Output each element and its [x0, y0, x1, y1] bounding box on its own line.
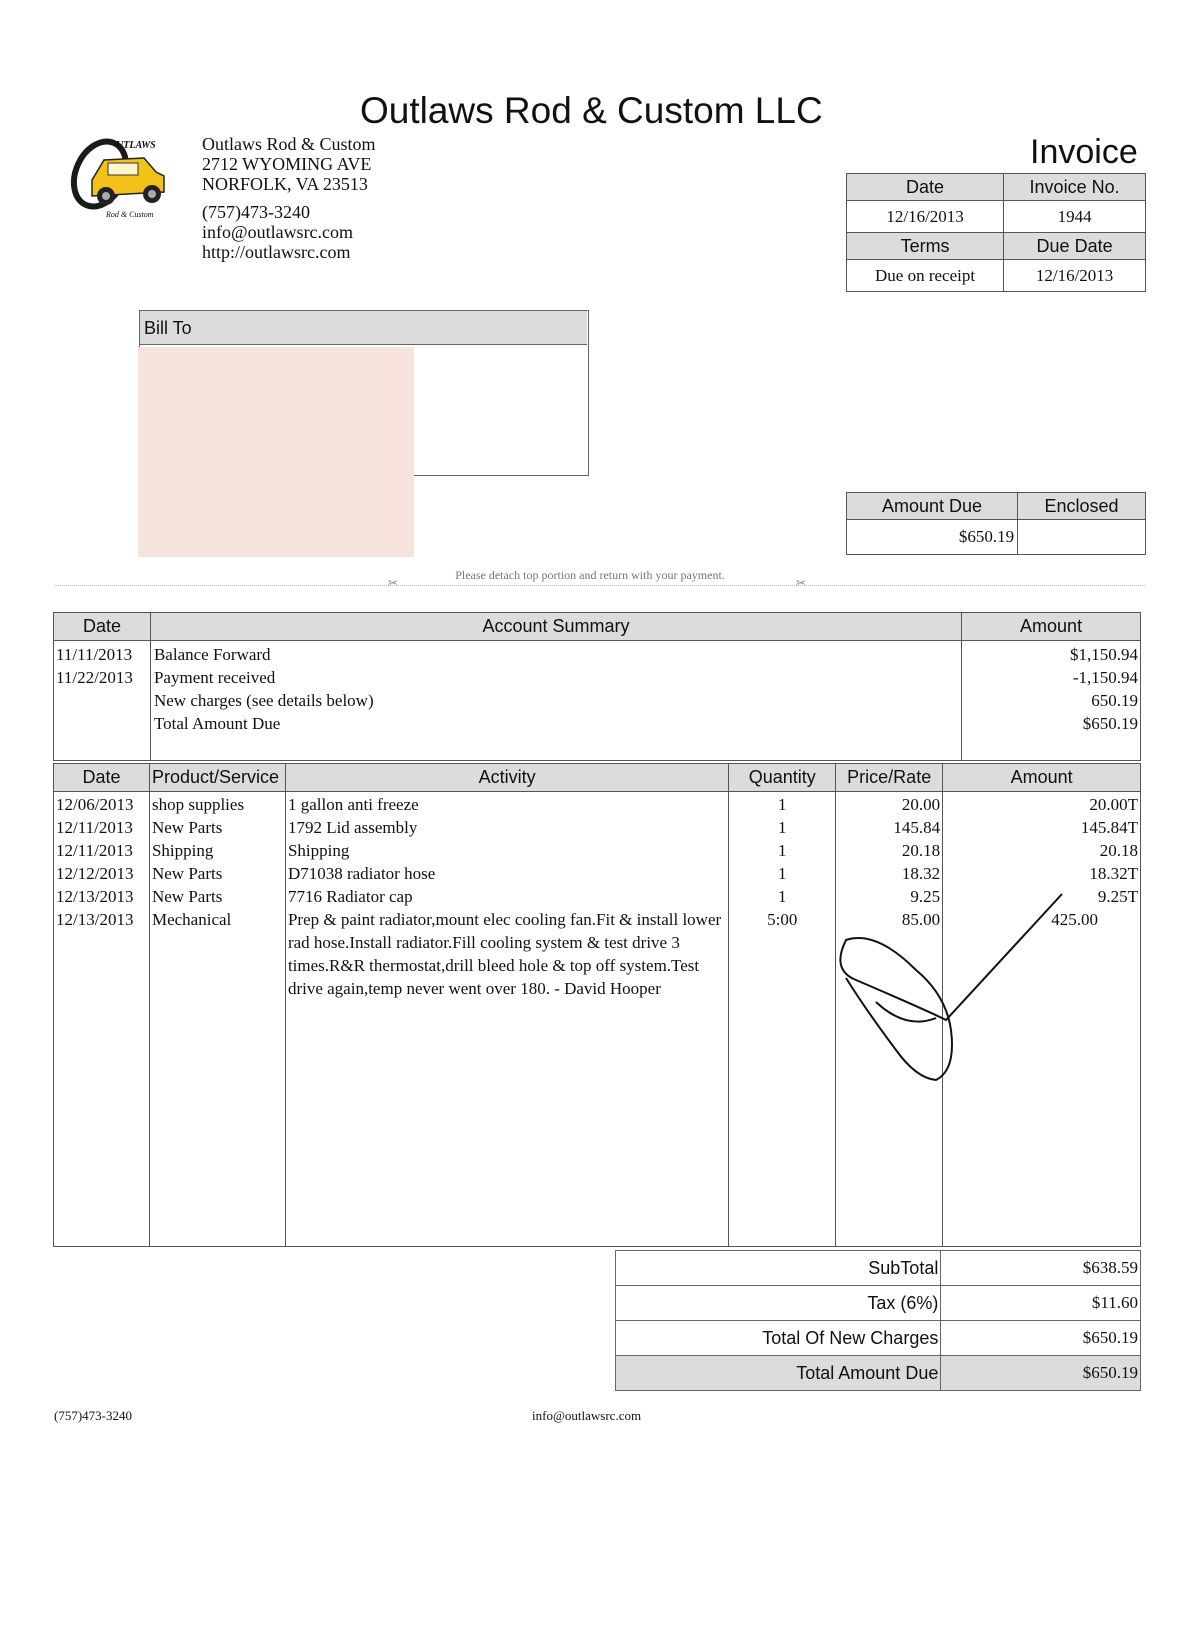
summary-amount-col: [962, 641, 1141, 761]
summary-amount: -1,150.94: [1072, 668, 1138, 687]
summary-amount: 650.19: [1091, 691, 1138, 710]
due-date-label: Due Date: [1004, 233, 1146, 260]
items-date-col: [54, 792, 150, 1247]
subtotal-label: SubTotal: [616, 1251, 941, 1286]
item-amount: 9.25T: [1097, 887, 1138, 906]
item-activity: Prep & paint radiator,mount elec cooling fan.Fit & install lower rad hose.Install radiator.Fill cooling system & test drive 3 times.R&R thermostat,drill bleed hole & top off system.Test drive again,temp never went over 180. - David Hooper: [287, 910, 722, 998]
scissors-right-icon: ✂: [796, 576, 807, 590]
item-amount: 145.84T: [1080, 818, 1138, 837]
item-quantity: 1: [778, 887, 787, 906]
invoice-no-label: Invoice No.: [1004, 174, 1146, 201]
item-date: 12/11/2013: [56, 841, 133, 860]
enclosed-field[interactable]: [1018, 520, 1146, 555]
item-amount: 20.18: [1099, 841, 1138, 860]
item-date: 12/13/2013: [56, 887, 134, 906]
item-product: Mechanical: [151, 910, 232, 929]
summary-date: [56, 689, 148, 712]
date-label: Date: [847, 174, 1004, 201]
item-product: New Parts: [151, 864, 223, 883]
items-quantity-col: [729, 792, 836, 1247]
terms-label: Terms: [847, 233, 1004, 260]
item-quantity: 1: [778, 818, 787, 837]
company-city: NORFOLK, VA 23513: [202, 174, 368, 194]
tax-label: Tax (6%): [616, 1286, 941, 1321]
summary-date: 11/11/2013: [56, 645, 133, 664]
new-charges-label: Total Of New Charges: [616, 1321, 941, 1356]
item-activity: 1 gallon anti freeze: [287, 795, 419, 814]
company-email[interactable]: info@outlawsrc.com: [202, 222, 354, 242]
item-activity: 7716 Radiator cap: [287, 887, 413, 906]
items-date-header: Date: [54, 764, 150, 792]
items-activity-header: Activity: [285, 764, 728, 792]
company-logo: [52, 130, 172, 222]
item-quantity: 1: [778, 841, 787, 860]
item-date: 12/11/2013: [56, 818, 133, 837]
items-activity-col: [285, 792, 728, 1247]
item-date: 12/12/2013: [56, 864, 134, 883]
redacted-address: [138, 347, 414, 557]
amount-due-value: $650.19: [847, 520, 1018, 555]
summary-date-col: [54, 641, 151, 761]
subtotal-value: $638.59: [941, 1251, 1141, 1286]
summary-desc: Total Amount Due: [153, 714, 281, 733]
handwritten-signature-icon: [836, 890, 1096, 1090]
items-product-header: Product/Service: [149, 764, 285, 792]
summary-date-header: Date: [54, 613, 151, 641]
company-phone: (757)473-3240: [202, 202, 310, 222]
summary-desc: New charges (see details below): [153, 691, 374, 710]
item-quantity: 1: [778, 864, 787, 883]
item-activity: 1792 Lid assembly: [287, 818, 418, 837]
items-product-col: [149, 792, 285, 1247]
tax-value: $11.60: [941, 1286, 1141, 1321]
item-product: New Parts: [151, 818, 223, 837]
total-due-label: Total Amount Due: [616, 1356, 941, 1391]
summary-amount: $650.19: [1082, 714, 1138, 733]
invoice-meta-table: [846, 173, 1146, 292]
new-charges-value: $650.19: [941, 1321, 1141, 1356]
item-rate: 20.18: [901, 841, 941, 860]
footer-email[interactable]: info@outlawsrc.com: [532, 1408, 642, 1423]
item-product: Shipping: [151, 841, 214, 860]
summary-header: Account Summary: [150, 613, 961, 641]
item-rate: 145.84: [893, 818, 941, 837]
invoice-date: 12/16/2013: [847, 201, 1004, 233]
company-name: Outlaws Rod & Custom: [202, 134, 376, 154]
company-street: 2712 WYOMING AVE: [202, 154, 372, 174]
summary-desc: Balance Forward: [153, 645, 271, 664]
summary-desc-col: [150, 641, 961, 761]
logo-text: UTLAWS: [116, 140, 156, 151]
item-activity: D71038 radiator hose: [287, 864, 436, 883]
item-product: shop supplies: [151, 795, 245, 814]
detach-line: [55, 585, 1145, 586]
logo-subtext: Rod & Custom: [106, 210, 154, 219]
enclosed-label: Enclosed: [1018, 493, 1146, 520]
summary-amount: $1,150.94: [1070, 645, 1138, 664]
item-activity: Shipping: [287, 841, 350, 860]
summary-date: 11/22/2013: [56, 668, 133, 687]
amount-due-table: [846, 492, 1146, 555]
items-rate-header: Price/Rate: [836, 764, 943, 792]
item-quantity: 1: [778, 795, 787, 814]
item-amount: 20.00T: [1089, 795, 1138, 814]
invoice-terms: Due on receipt: [847, 260, 1004, 292]
summary-date: [56, 712, 148, 735]
detach-note: Please detach top portion and return with your payment.: [455, 568, 725, 582]
total-due-value: $650.19: [941, 1356, 1141, 1391]
footer-phone: (757)473-3240: [54, 1408, 132, 1423]
item-rate: 20.00: [901, 795, 941, 814]
item-rate: 18.32: [901, 864, 941, 883]
items-amount-header: Amount: [943, 764, 1141, 792]
item-date: 12/13/2013: [56, 910, 134, 929]
company-address: [202, 134, 376, 262]
totals-table: [615, 1250, 1141, 1391]
item-quantity: 5:00: [767, 910, 798, 929]
company-title: Outlaws Rod & Custom LLC: [360, 90, 823, 131]
account-summary-table: [53, 612, 1141, 761]
invoice-due-date: 12/16/2013: [1004, 260, 1146, 292]
bill-to-label: Bill To: [140, 311, 587, 345]
invoice-heading: Invoice: [1030, 133, 1138, 171]
item-date: 12/06/2013: [56, 795, 134, 814]
item-amount: 18.32T: [1089, 864, 1138, 883]
summary-amount-header: Amount: [962, 613, 1141, 641]
item-rate: 9.25: [910, 887, 941, 906]
amount-due-label: Amount Due: [847, 493, 1018, 520]
company-website[interactable]: http://outlawsrc.com: [202, 242, 351, 262]
item-product: New Parts: [151, 887, 223, 906]
item-amount: 425.00: [1051, 910, 1098, 929]
invoice-number: 1944: [1004, 201, 1146, 233]
scissors-left-icon: ✂: [388, 576, 399, 590]
item-rate: 85.00: [901, 910, 941, 929]
summary-desc: Payment received: [153, 668, 276, 687]
items-quantity-header: Quantity: [729, 764, 836, 792]
